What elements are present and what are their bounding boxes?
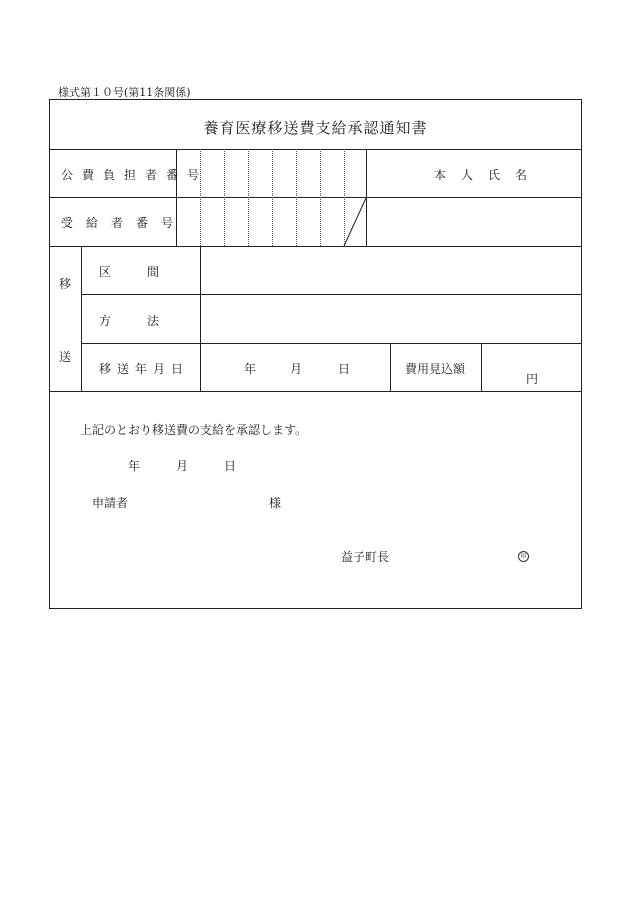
transfer-date-year: 年 xyxy=(244,362,257,376)
recipient-number-label: 受給者番号 xyxy=(61,216,187,230)
rule-below-recipient xyxy=(50,246,581,247)
rule-below-transfer xyxy=(50,391,581,392)
transfer-label-bottom: 送 xyxy=(59,350,72,364)
section-label: 区 間 xyxy=(99,265,160,279)
form-number: 様式第１０号(第11条関係) xyxy=(58,86,191,99)
applicant-label: 申請者 xyxy=(92,496,129,510)
method-label: 方 法 xyxy=(99,314,160,328)
rule-below-method xyxy=(81,343,581,344)
digit-separator xyxy=(248,149,249,246)
form-title: 養育医療移送費支給承認通知書 xyxy=(203,119,428,137)
notice-date-year: 年 xyxy=(128,459,141,473)
approval-statement: 上記のとおり移送費の支給を承認します。 xyxy=(80,423,308,437)
public-payer-number-label: 公費負担者番号 xyxy=(61,168,209,182)
approval-notice-form xyxy=(49,99,582,609)
transfer-date-label: 移送年月日 xyxy=(99,362,190,376)
notice-date-month: 月 xyxy=(176,459,189,473)
rule-cost-label-divider xyxy=(481,343,482,391)
rule-date-cost-divider xyxy=(390,343,391,391)
unused-digit-slash xyxy=(342,198,370,246)
rule-below-title xyxy=(50,149,581,150)
digit-separator xyxy=(320,149,321,246)
transfer-date-day: 日 xyxy=(338,362,351,376)
issuer-name: 益子町長 xyxy=(341,550,390,564)
transfer-label-top: 移 xyxy=(59,277,72,291)
digit-separator xyxy=(200,149,201,246)
rule-number-label-divider xyxy=(176,149,177,246)
applicant-honorific: 様 xyxy=(269,496,282,510)
rule-transfer-label-divider xyxy=(200,246,201,391)
rule-below-public-payer xyxy=(50,197,581,198)
yen-unit: 円 xyxy=(526,372,539,386)
rule-below-section xyxy=(81,294,581,295)
estimated-cost-label: 費用見込額 xyxy=(405,362,466,376)
digit-separator xyxy=(272,149,273,246)
notice-date-day: 日 xyxy=(224,459,237,473)
digit-separator xyxy=(296,149,297,246)
seal-mark-icon: 印 xyxy=(518,551,529,562)
transfer-date-month: 月 xyxy=(290,362,303,376)
digit-separator xyxy=(224,149,225,246)
rule-transfer-side-divider xyxy=(81,246,82,391)
principal-name-label: 本人氏名 xyxy=(434,168,543,182)
